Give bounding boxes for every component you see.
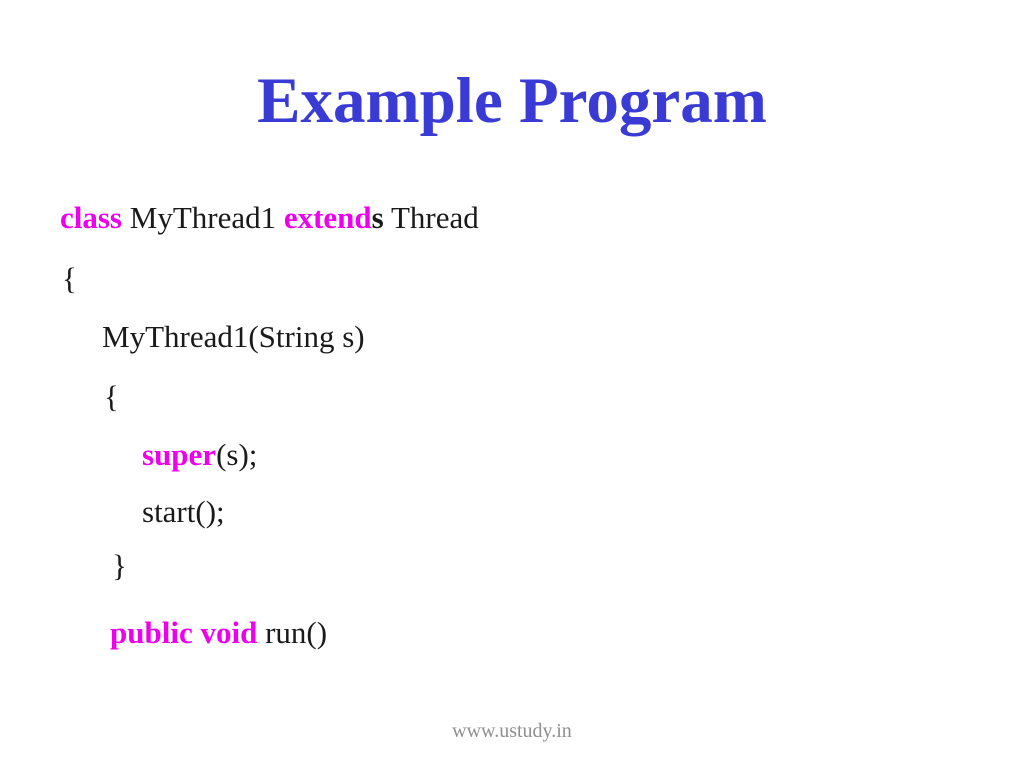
- code-keyword: super: [142, 437, 217, 472]
- code-text: (s);: [216, 437, 258, 472]
- footer-watermark: www.ustudy.in: [452, 720, 572, 742]
- slide-title: Example Program: [257, 65, 767, 137]
- code-line: [62, 260, 77, 297]
- code-text: run(): [257, 615, 328, 650]
- code-text: }: [112, 548, 127, 583]
- code-text-bold: s: [371, 200, 384, 235]
- code-keyword: class: [60, 200, 122, 235]
- code-keyword: extend: [283, 200, 372, 235]
- code-line: [104, 378, 119, 415]
- code-line: [102, 318, 365, 355]
- code-text: start();: [142, 494, 225, 529]
- code-keyword: public void: [110, 615, 258, 650]
- code-line: [112, 547, 127, 584]
- code-text: MyThread1: [122, 200, 284, 235]
- code-line: [142, 493, 225, 530]
- code-text: {: [104, 379, 119, 414]
- code-line: [60, 199, 479, 236]
- code-text: Thread: [383, 200, 479, 235]
- code-text: MyThread1(String s): [102, 319, 365, 354]
- code-line: [110, 614, 327, 651]
- code-line: [142, 436, 257, 473]
- code-text: {: [62, 261, 77, 296]
